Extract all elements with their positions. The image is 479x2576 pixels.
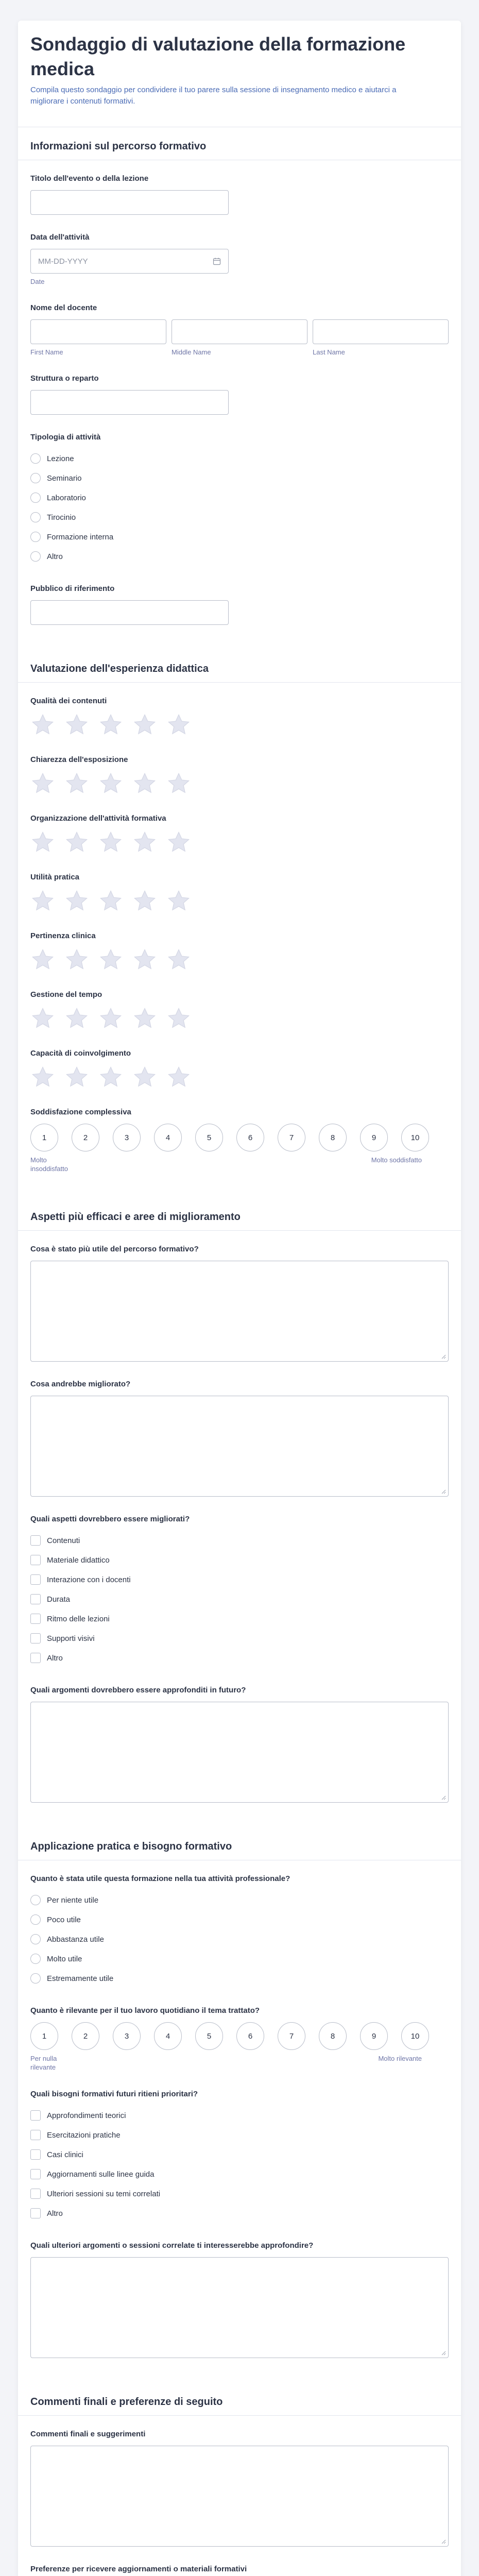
star-icon[interactable] (30, 713, 55, 737)
checkbox[interactable] (30, 1594, 41, 1604)
scale-option[interactable]: 5 (195, 2022, 223, 2050)
section-title: Applicazione pratica e bisogno formativo (18, 1841, 461, 1860)
question-rating (30, 872, 449, 913)
form-title: Sondaggio di valutazione della formazione medica (30, 33, 406, 79)
star-icon[interactable] (98, 771, 123, 796)
further-topics-textarea[interactable] (30, 2257, 449, 2358)
star-icon[interactable] (166, 713, 191, 737)
checkbox-option[interactable] (30, 1550, 449, 1570)
option-label: Altro (47, 1653, 63, 1663)
checkbox[interactable] (30, 2189, 41, 2199)
star-icon[interactable] (64, 713, 89, 737)
option-label: Estremamente utile (47, 1974, 114, 1983)
radio-button[interactable] (30, 1934, 41, 1944)
question-label: Quanto è rilevante per il tuo lavoro quotidiano il tema trattato? (30, 2006, 260, 2015)
question-label: Chiarezza dell'esposizione (30, 755, 128, 764)
option-label: Formazione interna (47, 532, 114, 541)
option-label: Interazione con i docenti (47, 1575, 131, 1584)
star-rating (30, 889, 449, 913)
radio-button[interactable] (30, 1895, 41, 1905)
resize-handle-icon[interactable] (441, 2539, 446, 2544)
first-name-input[interactable] (30, 319, 166, 344)
most-useful-textarea[interactable] (30, 1261, 449, 1362)
scale-option[interactable]: 7 (278, 2022, 305, 2050)
question-further-topics (30, 2241, 449, 2358)
scale-option[interactable]: 3 (113, 2022, 141, 2050)
radio-button[interactable] (30, 551, 41, 562)
section-title: Valutazione dell'esperienza didattica (18, 663, 461, 683)
option-label: Laboratorio (47, 493, 86, 502)
star-icon[interactable] (166, 889, 191, 913)
option-label: Abbastanza utile (47, 1935, 104, 1944)
star-icon[interactable] (132, 1065, 157, 1090)
star-icon[interactable] (30, 1006, 55, 1031)
question-activity-type (30, 432, 449, 566)
radio-option[interactable] (30, 1910, 449, 1929)
form-card (18, 21, 461, 2576)
star-icon[interactable] (98, 889, 123, 913)
checkbox-option[interactable] (30, 1589, 449, 1609)
scale-option[interactable]: 8 (319, 2022, 347, 2050)
final-comments-textarea[interactable] (30, 2446, 449, 2547)
star-icon[interactable] (64, 1065, 89, 1090)
question-aspects (30, 1514, 449, 1668)
checkbox-option[interactable] (30, 1609, 449, 1629)
option-label: Seminario (47, 473, 82, 483)
question-label: Struttura o reparto (30, 374, 99, 383)
question-label: Quali bisogni formativi futuri ritieni prioritari? (30, 2090, 198, 2098)
option-label: Altro (47, 552, 63, 561)
star-icon[interactable] (30, 771, 55, 796)
option-label: Contenuti (47, 1536, 80, 1545)
star-icon[interactable] (132, 771, 157, 796)
star-icon[interactable] (64, 830, 89, 855)
option-label: Tirocinio (47, 513, 76, 522)
question-label: Organizzazione dell'attività formativa (30, 814, 166, 823)
star-icon[interactable] (132, 1006, 157, 1031)
question-future-topics (30, 1685, 449, 1803)
option-label: Supporti visivi (47, 1634, 95, 1643)
scale-option[interactable]: 2 (72, 2022, 99, 2050)
checkbox-option[interactable] (30, 2145, 449, 2164)
scale-option[interactable]: 6 (236, 2022, 264, 2050)
first-name-group (30, 319, 166, 356)
option-label: Lezione (47, 454, 74, 463)
question-final-comments (30, 2429, 449, 2547)
question-label: Qualità dei contenuti (30, 697, 107, 705)
scale-option[interactable]: 5 (195, 1124, 223, 1151)
star-icon[interactable] (132, 889, 157, 913)
star-rating (30, 947, 449, 972)
radio-button[interactable] (30, 532, 41, 542)
checkbox-option[interactable] (30, 1648, 449, 1668)
resize-handle-icon[interactable] (441, 1354, 446, 1359)
scale-option[interactable]: 9 (360, 1124, 388, 1151)
option-label: Poco utile (47, 1915, 81, 1924)
checkbox-option[interactable] (30, 1570, 449, 1589)
scale-option[interactable]: 4 (154, 1124, 182, 1151)
radio-option[interactable] (30, 507, 449, 527)
option-label: Per niente utile (47, 1895, 99, 1905)
question-label: Cosa è stato più utile del percorso formativo? (30, 1245, 199, 1253)
star-icon[interactable] (30, 830, 55, 855)
star-icon[interactable] (166, 1065, 191, 1090)
utility-options (30, 1890, 449, 1988)
overall-scale (30, 1124, 449, 1151)
scale-option[interactable]: 10 (401, 2022, 429, 2050)
scale-low-label: Per nulla rilevante (30, 2055, 57, 2071)
radio-option[interactable] (30, 488, 449, 507)
section-title: Informazioni sul percorso formativo (18, 141, 461, 160)
scale-low-label: Molto insoddisfatto (30, 1156, 68, 1173)
section-strengths-improvements (30, 1191, 449, 1803)
radio-option[interactable] (30, 1969, 449, 1988)
star-icon[interactable] (132, 947, 157, 972)
scale-option[interactable]: 6 (236, 1124, 264, 1151)
option-label: Esercitazioni pratiche (47, 2130, 121, 2140)
radio-button[interactable] (30, 1954, 41, 1964)
checkbox[interactable] (30, 1653, 41, 1663)
question-rating (30, 696, 449, 737)
question-audience (30, 584, 449, 625)
section-title: Commenti finali e preferenze di seguito (18, 2396, 461, 2416)
star-icon[interactable] (98, 1006, 123, 1031)
scale-option[interactable]: 1 (30, 1124, 58, 1151)
first-name-sublabel: First Name (30, 348, 63, 356)
question-label: Quali argomenti dovrebbero essere approfonditi in futuro? (30, 1686, 246, 1694)
checkbox-option[interactable] (30, 2125, 449, 2145)
option-label: Durata (47, 1595, 71, 1604)
star-icon[interactable] (98, 830, 123, 855)
checkbox[interactable] (30, 1633, 41, 1643)
section-final-comments (30, 2376, 449, 2576)
resize-handle-icon[interactable] (441, 2350, 446, 2355)
question-label: Soddisfazione complessiva (30, 1108, 131, 1116)
scale-labels (30, 2054, 432, 2072)
aspects-options (30, 1531, 449, 1668)
checkbox-option[interactable] (30, 2204, 449, 2223)
star-icon[interactable] (64, 1006, 89, 1031)
section-course-info (30, 127, 449, 625)
question-event-title (30, 174, 449, 215)
scale-labels (30, 1156, 432, 1173)
star-icon[interactable] (98, 1065, 123, 1090)
checkbox-option[interactable] (30, 2106, 449, 2125)
scale-option[interactable]: 8 (319, 1124, 347, 1151)
radio-option[interactable] (30, 527, 449, 547)
audience-input[interactable] (30, 600, 229, 625)
radio-button[interactable] (30, 493, 41, 503)
middle-name-group (172, 319, 307, 356)
scale-option[interactable]: 3 (113, 1124, 141, 1151)
star-rating (30, 771, 449, 796)
scale-option[interactable]: 10 (401, 1124, 429, 1151)
radio-option[interactable] (30, 1929, 449, 1949)
activity-type-options (30, 449, 449, 566)
resize-handle-icon[interactable] (441, 1489, 446, 1494)
scale-high-label: Molto soddisfatto (371, 1156, 422, 1164)
last-name-input[interactable] (313, 319, 449, 344)
question-most-useful (30, 1244, 449, 1362)
option-label: Aggiornamenti sulle linee guida (47, 2170, 155, 2179)
radio-button[interactable] (30, 512, 41, 522)
event-title-input[interactable] (30, 190, 229, 215)
star-icon[interactable] (64, 947, 89, 972)
star-icon[interactable] (30, 889, 55, 913)
form-subtitle: Compila questo sondaggio per condividere il tuo parere sulla sessione di insegnamento medico e aiutarci a migliorare i contenuti formativi. (30, 86, 397, 106)
question-teacher-name (30, 303, 449, 356)
radio-button[interactable] (30, 453, 41, 464)
star-rating (30, 830, 449, 855)
star-icon[interactable] (166, 830, 191, 855)
checkbox[interactable] (30, 1555, 41, 1565)
star-icon[interactable] (64, 771, 89, 796)
question-rating (30, 990, 449, 1031)
radio-option[interactable] (30, 547, 449, 566)
checkbox[interactable] (30, 2208, 41, 2218)
scale-option[interactable]: 1 (30, 2022, 58, 2050)
last-name-group (313, 319, 449, 356)
scale-high-label: Molto rilevante (378, 2055, 422, 2062)
checkbox-option[interactable] (30, 1629, 449, 1648)
question-label: Preferenze per ricevere aggiornamenti o materiali formativi (30, 2565, 247, 2573)
section-teaching-evaluation (30, 642, 449, 1173)
star-icon[interactable] (166, 1006, 191, 1031)
checkbox[interactable] (30, 1574, 41, 1585)
star-icon[interactable] (64, 889, 89, 913)
question-label: Quanto è stata utile questa formazione nella tua attività professionale? (30, 1874, 290, 1883)
checkbox-option[interactable] (30, 1531, 449, 1550)
question-label: Data dell'attività (30, 233, 90, 242)
scale-option[interactable]: 4 (154, 2022, 182, 2050)
checkbox[interactable] (30, 2130, 41, 2140)
last-name-sublabel: Last Name (313, 348, 345, 356)
question-label: Pertinenza clinica (30, 931, 96, 940)
star-icon[interactable] (132, 713, 157, 737)
star-icon[interactable] (98, 713, 123, 737)
question-rating (30, 755, 449, 796)
question-future-needs (30, 2089, 449, 2223)
section-practical-application (30, 1820, 449, 2358)
question-label: Nome del docente (30, 303, 97, 312)
radio-option[interactable] (30, 1890, 449, 1910)
option-label: Molto utile (47, 1954, 82, 1963)
question-overall-satisfaction (30, 1107, 449, 1173)
question-label: Capacità di coinvolgimento (30, 1049, 131, 1058)
name-row (30, 319, 449, 356)
star-rating (30, 1006, 449, 1031)
star-icon[interactable] (132, 830, 157, 855)
radio-option[interactable] (30, 449, 449, 468)
question-label: Utilità pratica (30, 873, 80, 882)
date-placeholder: MM-DD-YYYY (38, 257, 88, 266)
radio-option[interactable] (30, 1949, 449, 1969)
question-label: Tipologia di attività (30, 433, 101, 442)
radio-button[interactable] (30, 1914, 41, 1925)
question-rating (30, 814, 449, 855)
date-input[interactable] (30, 249, 229, 274)
question-update-preferences (30, 2564, 449, 2576)
question-rating (30, 1048, 449, 1090)
checkbox[interactable] (30, 2110, 41, 2121)
improve-textarea[interactable] (30, 1396, 449, 1497)
checkbox-option[interactable] (30, 2164, 449, 2184)
star-rating (30, 1065, 449, 1090)
question-label: Pubblico di riferimento (30, 584, 115, 593)
star-icon[interactable] (166, 771, 191, 796)
date-sublabel: Date (30, 278, 45, 285)
section-title: Aspetti più efficaci e aree di miglioramento (18, 1211, 461, 1231)
checkbox[interactable] (30, 2149, 41, 2160)
checkbox[interactable] (30, 1535, 41, 1546)
star-icon[interactable] (30, 1065, 55, 1090)
radio-button[interactable] (30, 473, 41, 483)
checkbox[interactable] (30, 2169, 41, 2179)
star-icon[interactable] (98, 947, 123, 972)
question-label: Cosa andrebbe migliorato? (30, 1380, 131, 1388)
question-relevance (30, 2006, 449, 2072)
option-label: Altro (47, 2209, 63, 2218)
scale-option[interactable]: 7 (278, 1124, 305, 1151)
question-improve (30, 1379, 449, 1497)
calendar-icon[interactable] (213, 257, 221, 265)
question-label: Gestione del tempo (30, 990, 102, 999)
middle-name-sublabel: Middle Name (172, 348, 211, 356)
scale-option[interactable]: 2 (72, 1124, 99, 1151)
question-department (30, 374, 449, 415)
option-label: Casi clinici (47, 2150, 83, 2159)
checkbox[interactable] (30, 1614, 41, 1624)
scale-option[interactable]: 9 (360, 2022, 388, 2050)
question-label: Titolo dell'evento o della lezione (30, 174, 149, 183)
relevance-scale (30, 2022, 449, 2050)
question-utility (30, 1874, 449, 1988)
resize-handle-icon[interactable] (441, 1795, 446, 1800)
question-date (30, 232, 449, 285)
option-label: Approfondimenti teorici (47, 2111, 126, 2120)
middle-name-input[interactable] (172, 319, 307, 344)
option-label: Ulteriori sessioni su temi correlati (47, 2189, 161, 2198)
star-icon[interactable] (30, 947, 55, 972)
question-label: Quali aspetti dovrebbero essere migliorati? (30, 1515, 190, 1523)
option-label: Materiale didattico (47, 1555, 110, 1565)
star-icon[interactable] (166, 947, 191, 972)
question-label: Quali ulteriori argomenti o sessioni correlate ti interesserebbe approfondire? (30, 2241, 314, 2250)
department-input[interactable] (30, 390, 229, 415)
checkbox-option[interactable] (30, 2184, 449, 2204)
needs-options (30, 2106, 449, 2223)
future-topics-textarea[interactable] (30, 1702, 449, 1803)
question-label: Commenti finali e suggerimenti (30, 2430, 146, 2438)
radio-option[interactable] (30, 468, 449, 488)
star-rating (30, 713, 449, 737)
ratings-list (30, 696, 449, 1090)
radio-button[interactable] (30, 1973, 41, 1984)
question-rating (30, 931, 449, 972)
option-label: Ritmo delle lezioni (47, 1614, 110, 1623)
